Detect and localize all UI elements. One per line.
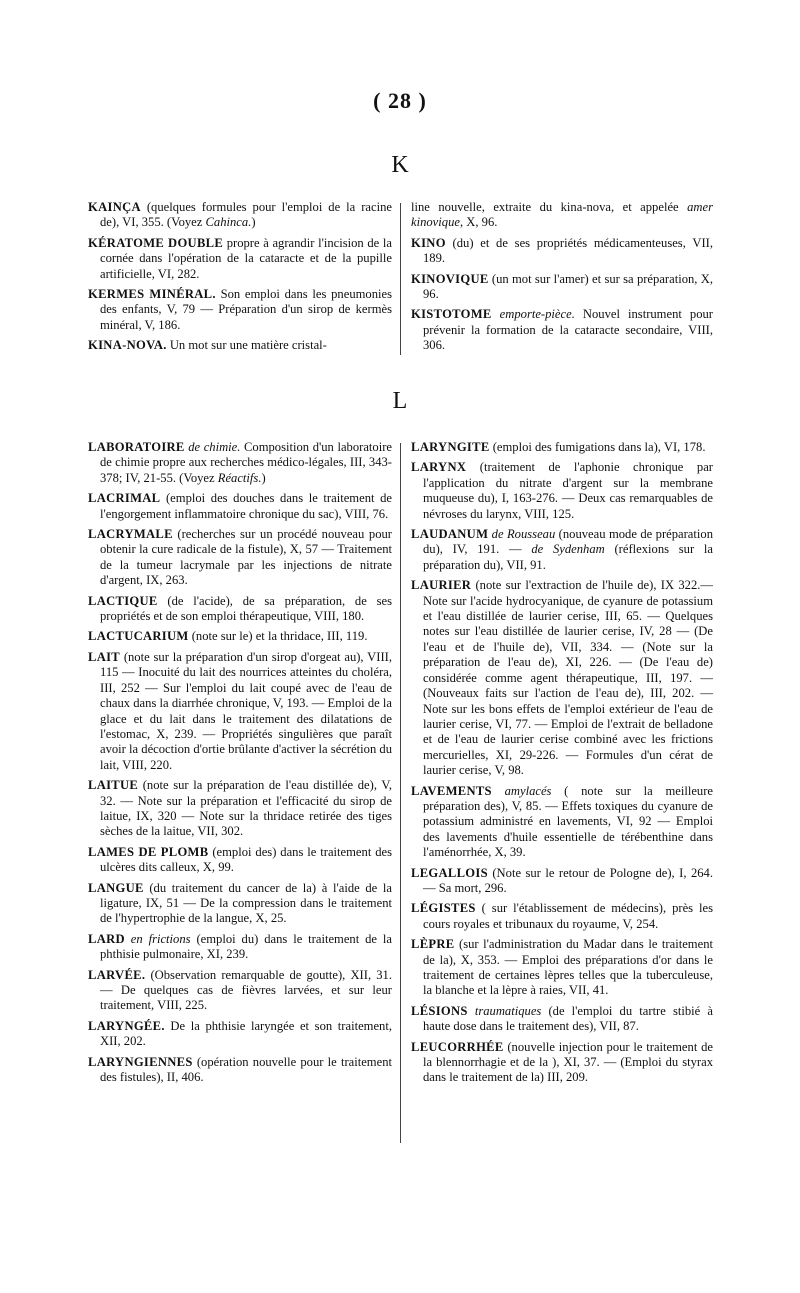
entry-headword: LABORATOIRE bbox=[88, 440, 185, 454]
index-entry bbox=[88, 491, 392, 522]
column-divider bbox=[400, 443, 401, 1143]
entry-text: (sur l'administration du Madar dans le traitement de la), X, 353. — Emploi des préparations d'or dans le traitement de certaines lèpres telles que la tuberculeuse, la blanche et la lèpre à raies, VII, 41. bbox=[423, 937, 713, 998]
index-entry bbox=[411, 307, 713, 353]
entry-italic-text: amylacés bbox=[491, 783, 552, 798]
entry-headword: LANGUE bbox=[88, 880, 144, 895]
index-entry bbox=[88, 778, 392, 840]
index-entry bbox=[411, 1004, 713, 1035]
index-entry bbox=[411, 784, 713, 861]
index-column-k-right bbox=[411, 200, 713, 359]
index-entry bbox=[88, 968, 392, 1014]
entry-text: (de l'emploi du tartre stibié à haute dose dans le traitement des), VII, 87. bbox=[423, 1003, 713, 1034]
entry-text: De la phthisie laryngée et son traitement, XII, 202. bbox=[100, 1018, 392, 1049]
entry-headword: LAIT bbox=[88, 649, 120, 664]
entry-text: Son emploi dans les pneumonies des enfants, V, 79 — Préparation d'un sirop de kermès minéral, V, 186. bbox=[100, 287, 392, 332]
entry-text: (note sur l'extraction de l'huile de), IX 322.—Note sur l'acide hydrocyanique, de cyanure de potassium et l'eau distillée de laurier cerise, III, 65. — Quelques notes sur l'eau distillée de laurier cerise, IV, 28 — (De l'eau et de l'huile de), VII, 334. — (Note sur la préparation de l'eau de), XI, 226. — (De l'eau de) considérée comme agent thérapeutique, III, 197. — (Nouveaux faits sur l'action de l'eau de), III, 202. — Note sur les bons effets de l'emploi extérieur de l'eau de laurier cerise, VI, 77. — Emploi de l'extrait de belladone et de l'eau de laurier cerise combiné avec les frictions mercurielles, XI, 29-226. — Formules d'un cérat de laurier cerise, V, 98. bbox=[423, 578, 713, 778]
entry-italic-text: Cahinca. bbox=[205, 215, 252, 230]
index-entry bbox=[88, 881, 392, 927]
index-entry bbox=[411, 866, 713, 897]
index-entry bbox=[88, 527, 392, 589]
entry-headword: LAVEMENTS bbox=[411, 783, 492, 798]
entry-headword: LAMES DE PLOMB bbox=[88, 844, 209, 859]
index-entry bbox=[88, 287, 392, 333]
entry-headword: LACTUCARIUM bbox=[88, 629, 189, 644]
entry-italic-text: en frictions bbox=[124, 931, 191, 946]
entry-text: (emploi des) dans le traitement des ulcères dits calleux, X, 99. bbox=[100, 844, 392, 875]
entry-italic-text: traumatiques bbox=[467, 1003, 542, 1018]
index-entry bbox=[88, 200, 392, 231]
entry-text: ( note sur la meilleure préparation des), V, 85. — Effets toxiques du cyanure de potassium administré en lavements, VI, 92 — Emploi des lavements d'huile essentielle de térébenthine dans l'aménorrhée, X, 39. bbox=[423, 783, 713, 860]
entry-headword: LAUDANUM bbox=[411, 527, 489, 542]
entry-text: (opération nouvelle pour le traitement des fistules), II, 406. bbox=[100, 1054, 392, 1085]
entry-italic-text: de Rousseau bbox=[488, 527, 556, 542]
entry-text: propre à agrandir l'incision de la cornée dans l'opération de la cataracte et de la pupille artificielle, VI, 282. bbox=[100, 235, 392, 281]
entry-headword: KINO bbox=[411, 235, 446, 250]
entry-headword: LARVÉE. bbox=[88, 967, 146, 982]
index-entry bbox=[88, 594, 392, 625]
entry-headword: LACTIQUE bbox=[88, 593, 158, 608]
entry-text: (Observation remarquable de goutte), XII, 31. — De quelques cas de fièvres larvées, et sur leur traitement, VIII, 225. bbox=[100, 967, 392, 1013]
index-entry bbox=[411, 901, 713, 932]
entry-text: ) bbox=[261, 470, 266, 485]
index-entry bbox=[88, 440, 392, 486]
entry-text: (Note sur le retour de Pologne de), I, 264. — Sa mort, 296. bbox=[423, 865, 713, 895]
entry-text: (de l'acide), de sa préparation, de ses propriétés et de son emploi thérapeutique, VIII, 180. bbox=[100, 593, 392, 624]
entry-headword: LAITUE bbox=[88, 778, 139, 793]
entry-text: (note sur la préparation de l'eau distillée de), V, 32. — Note sur la préparation et l'efficacité du sirop de laitue, IX, 320 — Note sur la thridace retirée des tiges sèches de la laitue, VII, 302. bbox=[100, 778, 392, 839]
entry-text: (note sur le) et la thridace, III, 119. bbox=[188, 629, 368, 644]
index-entry bbox=[411, 578, 713, 778]
entry-headword: KINA-NOVA. bbox=[88, 338, 167, 353]
entry-text: Un mot sur une matière cristal- bbox=[166, 338, 327, 353]
entry-text: , X, 96. bbox=[459, 215, 498, 230]
index-column-k-left bbox=[88, 200, 392, 359]
index-entry bbox=[88, 338, 392, 353]
entry-italic-text: de chimie. bbox=[184, 440, 241, 454]
entry-text: (nouveau mode de préparation du), IV, 191. — bbox=[423, 527, 713, 557]
column-divider bbox=[400, 203, 401, 355]
entry-headword: LÈPRE bbox=[411, 937, 455, 952]
index-entry bbox=[88, 1055, 392, 1086]
entry-headword: LARYNGIENNES bbox=[88, 1054, 193, 1069]
index-entry bbox=[411, 272, 713, 303]
entry-text: ( sur l'établissement de médecins), près les cours royales et tribunaux du royaume, V, 254. bbox=[423, 901, 713, 931]
entry-headword: LÉSIONS bbox=[411, 1003, 468, 1018]
page-number: ( 28 ) bbox=[373, 88, 427, 113]
entry-headword: LAURIER bbox=[411, 578, 472, 593]
entry-text: (réflexions sur la préparation du), VII, 91. bbox=[423, 542, 713, 572]
entry-italic-text: amer kinovique bbox=[411, 200, 713, 230]
index-entry bbox=[411, 440, 713, 455]
entry-text: (emploi des fumigations dans la), VI, 178. bbox=[489, 440, 706, 454]
index-entry bbox=[411, 460, 713, 522]
entry-italic-text: emporte-pièce. bbox=[491, 307, 575, 322]
entry-headword: KERMES MINÉRAL. bbox=[88, 287, 216, 302]
index-entry bbox=[411, 200, 713, 231]
entry-text: (quelques formules pour l'emploi de la racine de), VI, 355. (Voyez bbox=[100, 200, 392, 230]
entry-italic-text: Réactifs. bbox=[217, 470, 262, 485]
entry-headword: KAINÇA bbox=[88, 200, 141, 214]
entry-headword: LARYNGITE bbox=[411, 440, 490, 454]
entry-text: (emploi des douches dans le traitement de l'engorgement inflammatoire chronique du sac), VIII, 76. bbox=[100, 491, 392, 521]
entry-headword: LACRYMALE bbox=[88, 527, 173, 542]
entry-headword: LARD bbox=[88, 931, 125, 946]
entry-italic-text: de Sydenham bbox=[531, 542, 605, 557]
entry-text: (nouvelle injection pour le traitement de la blennorrhagie et de la ), XI, 37. — (Emploi du styrax dans le traitement de la) III, 209. bbox=[423, 1039, 713, 1085]
entry-headword: KINOVIQUE bbox=[411, 271, 489, 286]
section-letter-l: L bbox=[392, 388, 408, 414]
entry-text: Nouvel instrument pour prévenir la formation de la cataracte secondaire, VIII, 306. bbox=[423, 307, 713, 353]
entry-headword: LARYNX bbox=[411, 460, 467, 475]
entry-headword: LÉGISTES bbox=[411, 901, 476, 916]
entry-headword: KÉRATOME DOUBLE bbox=[88, 235, 224, 250]
entry-text: (emploi du) dans le traitement de la phthisie pulmonaire, XI, 239. bbox=[100, 931, 392, 962]
index-entry bbox=[88, 650, 392, 773]
entry-text: (un mot sur l'amer) et sur sa préparation, X, 96. bbox=[423, 271, 713, 302]
entry-headword: KISTOTOME bbox=[411, 307, 492, 322]
entry-text: (recherches sur un procédé nouveau pour obtenir la cure radicale de la fistule), X, 57 — Traitement de la tumeur lacrymale par les injections de nitrate d'argent, IX, 263. bbox=[100, 527, 392, 588]
index-column-l-right bbox=[411, 440, 713, 1091]
entry-text: Composition d'un laboratoire de chimie propre aux recherches médico-légales, III, 343-378; IV, 21-55. (Voyez bbox=[100, 440, 392, 485]
index-entry bbox=[88, 845, 392, 876]
index-entry bbox=[88, 236, 392, 282]
entry-text: (traitement de l'aphonie chronique par l'application du nitrate d'argent sur la membrane muqueuse du), I, 163-276. — Deux cas remarquables de névroses du larynx, VIII, 125. bbox=[423, 460, 713, 521]
index-entry bbox=[411, 236, 713, 267]
entry-headword: LARYNGÉE. bbox=[88, 1018, 165, 1033]
entry-text: ) bbox=[251, 215, 256, 230]
index-entry bbox=[411, 527, 713, 573]
entry-headword: LEGALLOIS bbox=[411, 865, 488, 880]
index-entry bbox=[88, 629, 392, 644]
index-entry bbox=[88, 932, 392, 963]
index-entry bbox=[411, 937, 713, 999]
entry-text: (note sur la préparation d'un sirop d'orgeat au), VIII, 115 — Inocuité du lait des nourrices atteintes du choléra, III, 252 — Sur l'emploi du lait coupé avec de l'eau de chaux dans la diarrhée chronique, V, 193. — Emploi de la glace et du lait dans le traitement des dilatations de l'estomac, X, 239. — Propriétés singulières que paraît avoir la décoction d'ortie brûlante d'activer la sécrétion du lait, VIII, 220. bbox=[100, 649, 392, 772]
index-column-l-left bbox=[88, 440, 392, 1090]
index-entry bbox=[411, 1040, 713, 1086]
section-letter-k: K bbox=[391, 152, 409, 178]
entry-text: (du traitement du cancer de la) à l'aide de la ligature, IX, 51 — De la compression dans le traitement de l'hypertrophie de la langue, X, 25. bbox=[100, 880, 392, 926]
entry-text: line nouvelle, extraite du kina-nova, et appelée bbox=[411, 200, 688, 214]
entry-headword: LEUCORRHÉE bbox=[411, 1039, 504, 1054]
entry-text: (du) et de ses propriétés médicamenteuses, VII, 189. bbox=[423, 235, 713, 266]
entry-headword: LACRIMAL bbox=[88, 491, 161, 506]
index-entry bbox=[88, 1019, 392, 1050]
